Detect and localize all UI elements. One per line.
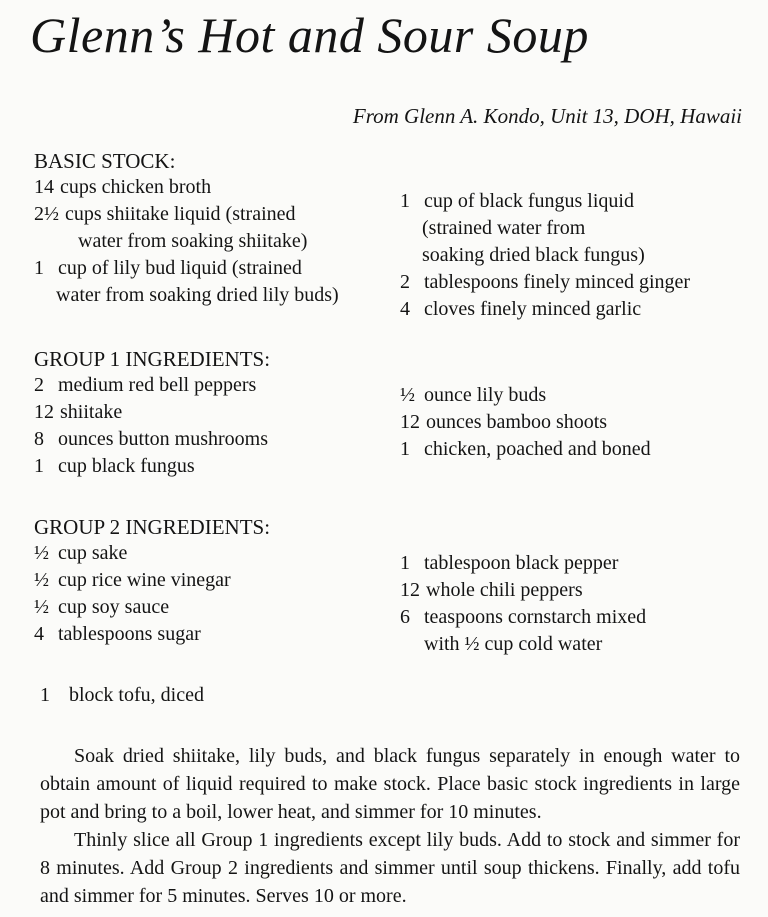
list-item-continuation: soaking dried black fungus) (422, 244, 645, 266)
list-item: ½ cup sake (34, 542, 128, 564)
list-item: 12 whole chili peppers (400, 579, 583, 601)
group1-left (34, 372, 400, 480)
group2-heading: GROUP 2 INGREDIENTS: (34, 515, 271, 539)
group1-heading: GROUP 1 INGREDIENTS: (34, 347, 271, 371)
group2-section (34, 514, 754, 658)
list-item: 1 tablespoon black pepper (400, 552, 619, 574)
list-item: 12 ounces bamboo shoots (400, 411, 608, 433)
group1-section (34, 346, 754, 480)
list-item: 8 ounces button mushrooms (34, 428, 268, 450)
list-item: 1 cup black fungus (34, 455, 195, 477)
instruction-paragraph: Thinly slice all Group 1 ingredients except lily buds. Add to stock and simmer for 8 minutes. Add Group 2 ingredients and simmer until soup thickens. Finally, add tofu and simmer for 5 minutes. Serves 10 or more. (40, 829, 740, 907)
basic-stock-left (34, 174, 400, 323)
list-item: 1 cup of black fungus liquid (400, 190, 634, 212)
basic-stock-right (400, 174, 754, 323)
list-item: ½ cup soy sauce (34, 596, 170, 618)
tofu-item: 1 block tofu, diced (40, 684, 204, 706)
list-item-continuation: with ½ cup cold water (424, 633, 603, 655)
list-item: 2 tablespoons finely minced ginger (400, 271, 691, 293)
list-item: 1 cup of lily bud liquid (strained (34, 257, 302, 279)
list-item: 4 tablespoons sugar (34, 623, 201, 645)
recipe-byline: From Glenn A. Kondo, Unit 13, DOH, Hawaii (352, 104, 742, 128)
recipe-title: Glenn’s Hot and Sour Soup (30, 7, 589, 63)
list-item: 6 teaspoons cornstarch mixed (400, 606, 647, 628)
list-item: 4 cloves finely minced garlic (400, 298, 642, 320)
list-item: ½ cup rice wine vinegar (34, 569, 231, 591)
instructions (40, 742, 740, 910)
list-item: 14 cups chicken broth (34, 176, 212, 198)
group2-left (34, 540, 400, 658)
group1-right (400, 372, 754, 480)
list-item: 12 shiitake (34, 401, 123, 423)
list-item: 2½ cups shiitake liquid (strained (34, 203, 296, 225)
list-item: 2 medium red bell peppers (34, 374, 257, 396)
group2-right (400, 540, 754, 658)
basic-stock-section (34, 148, 754, 323)
list-item-continuation: water from soaking dried lily buds) (56, 284, 339, 306)
list-item: ½ ounce lily buds (400, 384, 547, 406)
list-item-continuation: water from soaking shiitake) (78, 230, 308, 252)
instruction-paragraph: Soak dried shiitake, lily buds, and black fungus separately in enough water to obtain amount of liquid required to make stock. Place basic stock ingredients in large pot and bring to a boil, lower heat, and simmer for 10 minutes. (40, 745, 740, 823)
list-item-continuation: (strained water from (422, 217, 586, 239)
basic-stock-heading: BASIC STOCK: (34, 149, 176, 173)
list-item: 1 chicken, poached and boned (400, 438, 651, 460)
